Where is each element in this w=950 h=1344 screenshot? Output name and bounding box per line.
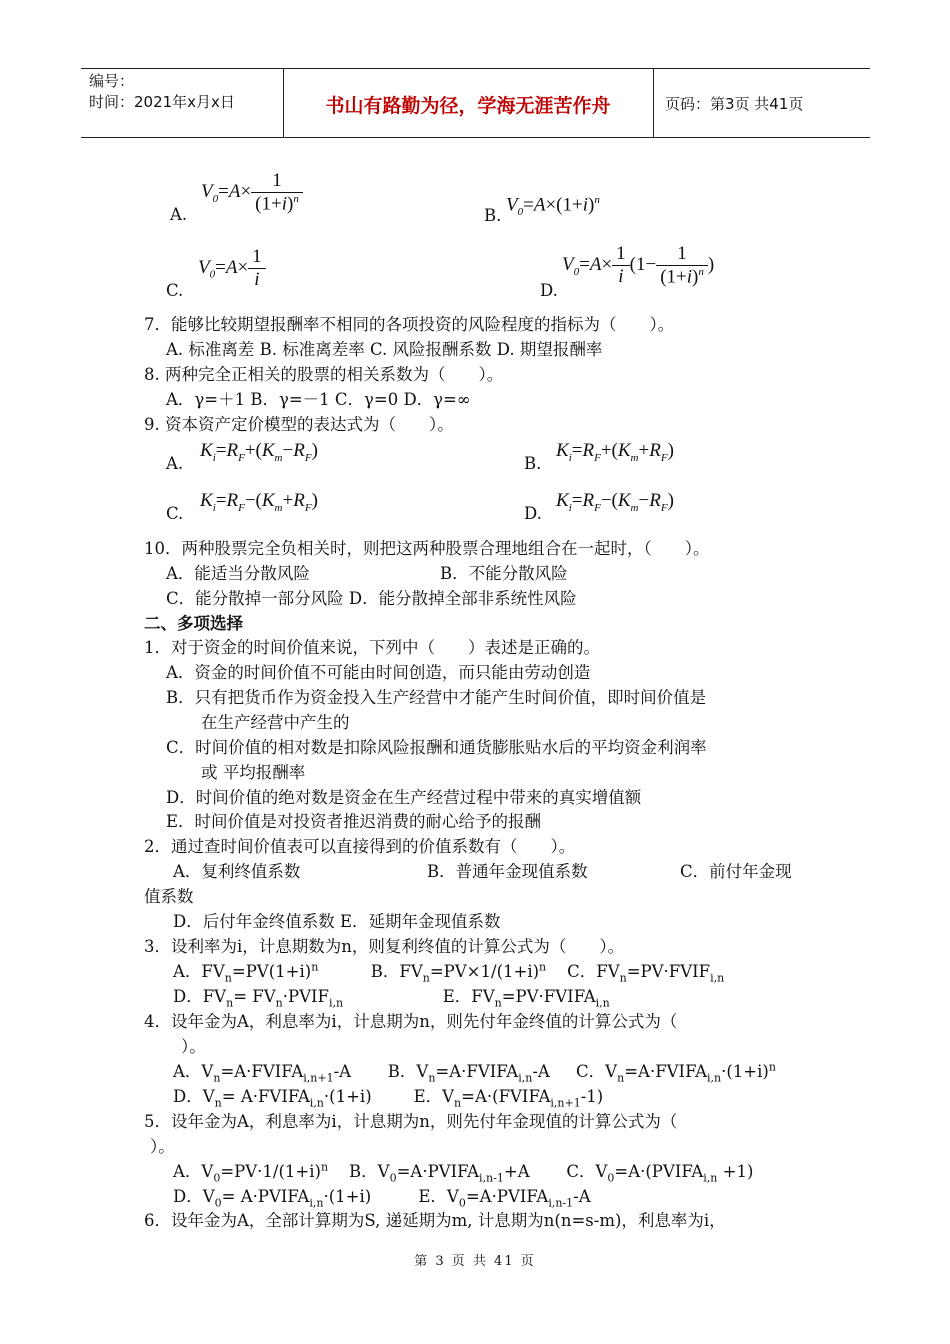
- question-10-option-b: B．不能分散风险: [440, 564, 568, 583]
- formula-9b: $K_i=R_F+(K_m+R_F)$: [556, 440, 674, 464]
- mc-question-1: 1．对于资金的时间价值来说，下列中（ ）表述是正确的。: [144, 638, 600, 657]
- formula-9c: $K_i=R_F-(K_m+R_F)$: [200, 490, 318, 514]
- question-10-options-cd: C．能分散掉一部分风险 D．能分散掉全部非系统性风险: [166, 589, 577, 608]
- question-8: 8. 两种完全正相关的股票的相关系数为（ ）。: [144, 365, 504, 384]
- mc-1-option-e: E．时间价值是对投资者推迟消费的耐心给予的报酬: [166, 812, 542, 831]
- mc-question-3: 3．设利率为i，计息期数为n，则复利终值的计算公式为（ ）。: [144, 937, 625, 956]
- mc-2-option-c: C．前付年金现: [680, 862, 792, 881]
- question-7: 7．能够比较期望报酬率不相同的各项投资的风险程度的指标为（ ）。: [144, 315, 675, 334]
- mc-1-option-b: B．只有把货币作为资金投入生产经营中才能产生时间价值，即时间价值是: [166, 688, 707, 707]
- option-label: C.: [166, 281, 184, 300]
- mc-2-option-c-cont: 值系数: [144, 887, 194, 906]
- formula-9a: $K_i=R_F+(K_m-R_F)$: [200, 440, 318, 464]
- mc-1-option-c-cont: 或 平均报酬率: [201, 763, 306, 782]
- mc-1-option-c: C．时间价值的相对数是扣除风险报酬和通货膨胀贴水后的平均资金利润率: [166, 738, 707, 757]
- mc-1-option-b-cont: 在生产经营中产生的: [201, 713, 350, 732]
- formula-a: $V_0=A\times$ $\frac{1}{(1+i)^n}$: [201, 170, 303, 215]
- option-label: B.: [484, 206, 502, 225]
- mc-1-option-d: D．时间价值的绝对数是资金在生产经营过程中带来的真实增值额: [166, 788, 642, 807]
- header-divider: [653, 69, 654, 137]
- mc-3-options-de: D．$FV_n=$ $FV_n\cdot PVIF_{i,n}$ E．$FV_n=PV\cdot FVIFA_{i,n}$: [173, 987, 610, 1010]
- page-label: 页码：第3页 共41页: [665, 95, 804, 113]
- mc-4-options-de: D．$V_n=$ $A\cdot FVIFA_{i,n}\cdot(1+i)$ E．$V_n=A\cdot(FVIFA_{i,n+1}-1)$: [173, 1087, 604, 1110]
- date-label: 时间：2021年x月x日: [89, 93, 235, 111]
- motto: 书山有路勤为径，学海无涯苦作舟: [325, 95, 611, 117]
- question-9: 9. 资本资产定价模型的表达式为（ ）。: [144, 415, 454, 434]
- mc-2-option-b: B．普通年金现值系数: [427, 862, 588, 881]
- question-10-option-a: A．能适当分散风险: [166, 564, 310, 583]
- page-footer: 第 3 页 共 41 页: [414, 1254, 536, 1269]
- formula-d: $V_0=A\times$ $\frac{1}{i}$ (1− $\frac{1}{(1+i)^n}$ ): [562, 243, 715, 288]
- option-label: C.: [166, 504, 184, 523]
- option-label: B.: [524, 454, 542, 473]
- formula-b: $V_0=A\times(1+i)^n$: [506, 194, 600, 219]
- question-7-options: A. 标准离差 B. 标准离差率 C. 风险报酬系数 D. 期望报酬率: [166, 340, 603, 359]
- mc-4-options-abc: A．$V_n=A\cdot FVIFA_{i,n+1}-A$ B．$V_n=A\cdot FVIFA_{i,n}-A$ C．$V_n=A\cdot FVIFA_{i,n}\cdot(1+i)^n$: [173, 1060, 776, 1085]
- option-label: D.: [524, 504, 542, 523]
- formula-9d: $K_i=R_F-(K_m-R_F)$: [556, 490, 674, 514]
- number-label: 编号：: [89, 72, 135, 90]
- mc-5-options-de: D．$V_0=$ $A\cdot PVIFA_{i,n}\cdot(1+i)$ E．$V_0=A\cdot PVIFA_{i,n-1}-A$: [173, 1187, 591, 1210]
- mc-2-option-a: A．复利终值系数: [173, 862, 301, 881]
- option-label: D.: [540, 281, 558, 300]
- header-left: [89, 71, 235, 113]
- option-label: A.: [166, 454, 184, 473]
- mc-question-2: 2．通过查时间价值表可以直接得到的价值系数有（ ）。: [144, 837, 576, 856]
- mc-3-options-abc: A．$FV_n=PV(1+i)^n$ B．$FV_n=PV\times 1/(1+i)^n$ C．$FV_n=PV\cdot FVIF_{i,n}$: [173, 960, 725, 985]
- formula-c: $V_0=A\times$ $\frac{1}{i}$: [198, 246, 266, 291]
- option-label: A.: [170, 205, 188, 224]
- mc-question-4-cont: ）。: [181, 1037, 206, 1056]
- question-10: 10．两种股票完全负相关时，则把这两种股票合理地组合在一起时，（ ）。: [144, 539, 710, 558]
- mc-question-4: 4．设年金为A，利息率为i，计息期为n，则先付年金终值的计算公式为（: [144, 1012, 678, 1031]
- mc-question-5: 5．设年金为A，利息率为i，计息期为n，则先付年金现值的计算公式为（: [144, 1112, 678, 1131]
- page-header: [81, 68, 870, 138]
- section-title: 二、多项选择: [144, 614, 243, 633]
- mc-2-options-de: D．后付年金终值系数 E．延期年金现值系数: [173, 912, 501, 931]
- mc-1-option-a: A．资金的时间价值不可能由时间创造，而只能由劳动创造: [166, 663, 591, 682]
- mc-question-5-cont: ）。: [150, 1137, 175, 1156]
- question-8-options: A．γ=＋1 B．γ=－1 C．γ=0 D．γ=∞: [166, 390, 471, 409]
- mc-question-6: 6．设年金为A，全部计算期为S, 递延期为m, 计息期为n(n=s-m)，利息率为i，: [144, 1211, 726, 1230]
- mc-5-options-abc: A．$V_0=PV\cdot 1/(1+i)^n$ B．$V_0=A\cdot PVIFA_{i,n-1}+A$ C．$V_0=A\cdot(PVIFA_{i,n} +1)$: [173, 1160, 754, 1185]
